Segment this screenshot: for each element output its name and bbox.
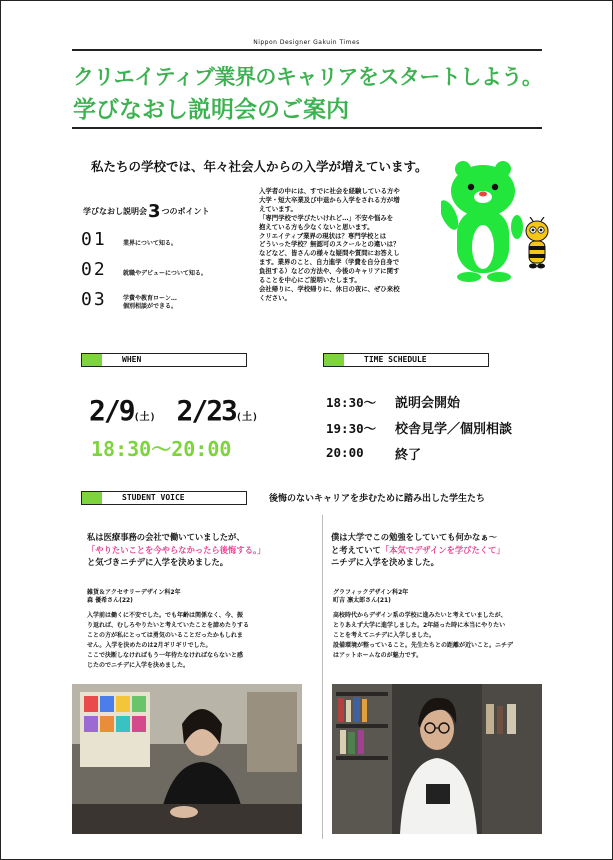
student-1-quote <box>87 531 265 569</box>
point-number: 01 <box>81 229 107 250</box>
schedule-label-text: 校舎見学／個別相談 <box>395 422 513 437</box>
body-line: 高校時代からデザイン系の学校に進みたいと考えていましたが、 <box>333 612 507 619</box>
title-line-1: クリエイティブ業界のキャリアをスタートしよう。 <box>73 64 543 89</box>
voice-label: STUDENT VOICE <box>122 493 185 502</box>
body-line: ことの方が私にとっては勇気のいることだったかもしれま <box>87 632 243 639</box>
student-2-name: 町吉 凛太郎さん(21) <box>333 597 391 604</box>
body-line: 設備環境が整っていること。先生たちとの距離が近いこと。ニチデ <box>333 642 514 649</box>
student-2-quote <box>331 531 505 569</box>
body-line: とりあえず大学に進学しました。2年経った時に本当にやりたい <box>333 622 506 629</box>
voice-section-bar <box>81 491 247 505</box>
intro-line: 「専門学校で学びたいけれど…」不安や悩みを <box>259 213 394 222</box>
quote-line: ニチデに入学を決めました。 <box>331 557 439 567</box>
point-text-line-1: 学費や教育ローン… <box>123 295 177 302</box>
schedule-section-bar <box>323 353 489 367</box>
intro-line: ます。業界のこと、自力進学（学費を自分自身で <box>259 258 400 267</box>
date-1: 2/9 <box>89 394 134 427</box>
top-rule <box>72 49 542 51</box>
intro-line: えています。 <box>259 204 297 213</box>
quote-highlight: 「やりたいことを今やらなかったら後悔する。」 <box>87 544 266 555</box>
student-2-body <box>333 611 513 661</box>
quote-line: 僕は大学でこの勉強をしていても何かなぁ～ <box>331 532 497 542</box>
body-line: じたのでニチデに入学を決めました。 <box>87 662 190 669</box>
points-heading-suffix: つのポイント <box>161 207 210 216</box>
green-square <box>82 354 102 366</box>
date-2: 2/23 <box>176 394 236 427</box>
student-1-dept: 雑貨＆アクセサリーデザイン科2年 <box>87 589 181 596</box>
schedule-label-text: 終了 <box>395 448 422 463</box>
date-2-day: (土) <box>235 412 258 423</box>
intro-line: ください。 <box>259 293 291 302</box>
point-number: 03 <box>81 289 107 310</box>
intro-line: 大学・短大卒業及び中退から入学をされる方が増 <box>259 195 400 204</box>
column-divider <box>322 515 323 839</box>
schedule-label-text: 説明会開始 <box>395 396 461 411</box>
bee-mascot-icon <box>524 217 550 269</box>
point-text: 業界について知る。 <box>123 240 177 247</box>
quote-line: 私は医療事務の会社で働いていましたが、 <box>87 532 245 542</box>
student-1-name: 森 優希さん(22) <box>87 597 133 604</box>
bear-mascot-icon <box>441 157 533 283</box>
schedule-time: 18:30〜 <box>326 395 377 410</box>
title-rule <box>72 127 542 129</box>
point-text-line-2: 個別相談ができる。 <box>123 303 178 310</box>
green-square <box>82 492 102 504</box>
body-line: はアットホームなのが魅力です。 <box>333 652 423 659</box>
student-2-dept: グラフィックデザイン科2年 <box>333 589 409 596</box>
headline: 私たちの学校では、年々社会人からの入学が増えています。 <box>91 159 428 174</box>
intro-line: 会社帰りに、学校帰りに、休日の夜に、ぜひ来校 <box>259 284 400 293</box>
voice-lead: 後悔のないキャリアを歩むために踏み出した学生たち <box>269 494 486 504</box>
when-section-bar <box>81 353 247 367</box>
intro-line: ることを中心にご説明いたします。 <box>259 276 361 285</box>
event-time: 18:30〜20:00 <box>91 437 232 461</box>
point-item <box>81 289 107 310</box>
publication-name: Nippon Designer Gakuin Times <box>253 39 360 46</box>
quote-prefix: と考えていて <box>331 544 381 555</box>
when-label: WHEN <box>122 355 142 364</box>
title-line-2: 学びなおし説明会のご案内 <box>73 96 349 123</box>
body-line: 入学前は働くに不安でした。でも年齢は関係なく、今、振 <box>87 612 243 619</box>
points-heading-prefix: 学びなおし説明会 <box>83 207 147 216</box>
quote-highlight: 「本気でデザインを学びたくて」 <box>380 544 505 555</box>
body-line: ここで決断しなければもう一年待たなければならないと感 <box>87 652 244 659</box>
date-1-day: (土) <box>133 412 156 423</box>
schedule-time: 20:00 <box>326 445 364 460</box>
intro-line: 入学者の中には、すでに社会を経験している方や <box>259 187 400 195</box>
quote-line: と気づきニチデに入学を決めました。 <box>87 557 229 567</box>
schedule-time: 19:30〜 <box>326 421 377 436</box>
body-line: せん。入学を決めたのは2月ギリギリでした。 <box>87 642 212 649</box>
point-item <box>81 259 107 280</box>
body-line: り返れば、むしろやりたいと考えていたことを諦めたりする <box>87 622 250 629</box>
intro-line: クリエイティブ業界の現状は？専門学校とは <box>259 231 387 240</box>
intro-line: どういった学校？無認可のスクールとの違いは？ <box>259 240 400 249</box>
event-dates <box>89 394 258 427</box>
points-heading <box>83 201 210 222</box>
student-1-photo <box>72 684 302 834</box>
intro-line: 抱えている方も少なくないと思います。 <box>259 222 374 231</box>
student-1-body <box>87 611 249 671</box>
intro-line: 負担する）などの方法や、今後のキャリアに関す <box>259 267 400 276</box>
point-number: 02 <box>81 259 107 280</box>
body-line: ことを考えてニチデに入学しました。 <box>333 632 436 639</box>
point-text: 就職やデビューについて知る。 <box>123 270 207 277</box>
intro-text <box>259 187 459 303</box>
student-2-photo <box>332 684 542 834</box>
point-item <box>81 229 107 250</box>
schedule-label: TIME SCHEDULE <box>364 355 427 364</box>
green-square <box>324 354 344 366</box>
points-heading-number: 3 <box>148 201 161 222</box>
intro-line: などなど、皆さんの様々な疑問や質問にお答えし <box>259 249 400 258</box>
